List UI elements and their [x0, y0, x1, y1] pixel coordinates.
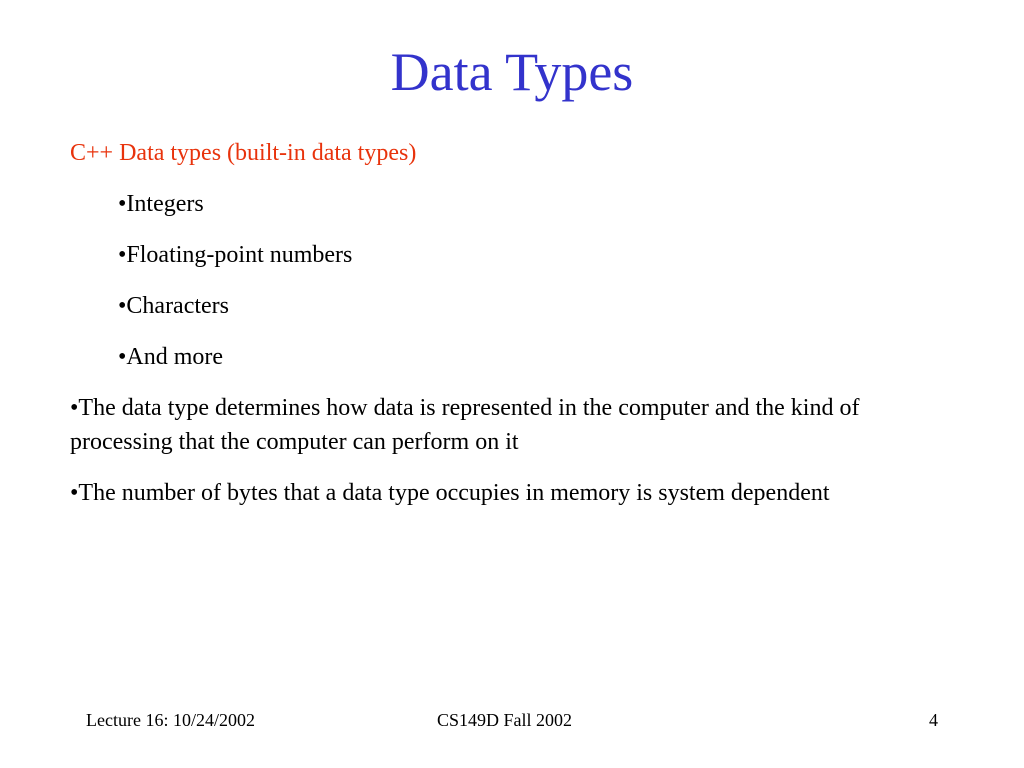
page-number: 4 [929, 710, 938, 730]
list-item-integers: •Integers [118, 191, 204, 217]
slide-footer [0, 708, 1024, 732]
section-heading: C++ Data types (built-in data types) [70, 140, 417, 166]
list-item-floating-point: •Floating-point numbers [118, 242, 353, 268]
footer-lecture-date: Lecture 16: 10/24/2002 [86, 710, 255, 730]
paragraph-bytes: •The number of bytes that a data type occupies in memory is system dependent [70, 480, 830, 506]
slide-body [70, 136, 950, 527]
list-item-and-more: •And more [118, 344, 224, 370]
slide-title: Data Types [390, 42, 634, 102]
data-type-list [70, 187, 950, 374]
list-item-characters: •Characters [118, 293, 230, 319]
footer-course: CS149D Fall 2002 [437, 710, 573, 730]
paragraph-representation: •The data type determines how data is represented in the computer and the kind of processing that the computer can perform on it [70, 395, 860, 455]
